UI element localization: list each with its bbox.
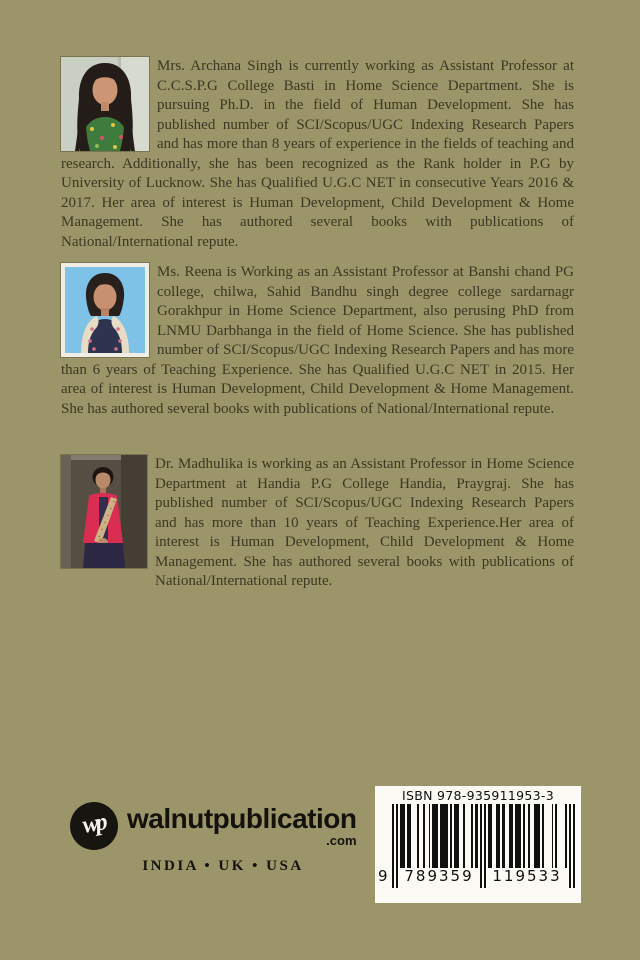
author-bio-archana [61,57,574,252]
publisher-logo [70,802,357,875]
author-bio-text: Mrs. Archana Singh is currently working as Assistant Professor at C.C.S.P.G College Basti in Home Science Department. She is pursuing Ph.D. in the field of Human Development. She has published number of SCI/Scopus/UGC Indexing Research Papers and has more than 8 years of experience in the fields of teaching and research. Additionally, she has been recognized as the Rank holder in P.G by University of Lucknow. She has Qualified U.G.C NET in consecutive Years 2016 & 2017. Her area of interest is Human Development, Child Development & Home Management. She has authored several books with publications of National/International repute. [61,58,574,250]
isbn-digit-group-1: 789359 [404,867,474,885]
author-photo-madhulika [61,455,147,568]
author-bio-text: Ms. Reena is Working as an Assistant Professor at Banshi chand PG college, chilwa, Sahid Bandhu singh degree college sardarnagr Gorakhpur in Home Science Department, also perusing PhD from LNMU Darbhanga in the field of Home Science. She has published number of SCI/Scopus/UGC Indexing Research Papers and has more than 6 years of Teaching Experience. She has Qualified U.G.C NET in 2015. Her area of interest is Human Development, Child Development & Home Management. She has authored several books with publications of National/International repute. [61,264,574,417]
author-photo-archana [61,57,149,151]
isbn-digit-group-2: 119533 [492,867,562,885]
isbn-digit-lead: 9 [378,867,388,885]
isbn-barcode [375,786,581,903]
publisher-countries: INDIA • UK • USA [142,858,304,874]
author-bio-text: Dr. Madhulika is working as an Assistant Professor in Home Science Department at Handia P.G College Handia, Praygraj. She has published number of SCI/Scopus/UGC Indexing Research Papers and has more than 10 years of Teaching Experience.Her area of interest is Human Development, Child Development & Home Management. She has authored several books with publications of National/International repute. [155,456,574,589]
publisher-name: walnutpublication [127,803,357,834]
publisher-domain-suffix: .com [326,833,357,848]
isbn-digits [375,867,581,887]
publisher-logo-row [70,802,357,850]
wp-monogram-icon [70,802,118,850]
author-bio-reena [61,263,574,419]
publisher-name-block [127,805,357,847]
wp-monogram-text: wp [80,808,107,839]
author-photo-reena [61,263,149,357]
author-bio-madhulika [61,455,574,592]
isbn-label: ISBN 978-935911953-3 [402,788,554,803]
